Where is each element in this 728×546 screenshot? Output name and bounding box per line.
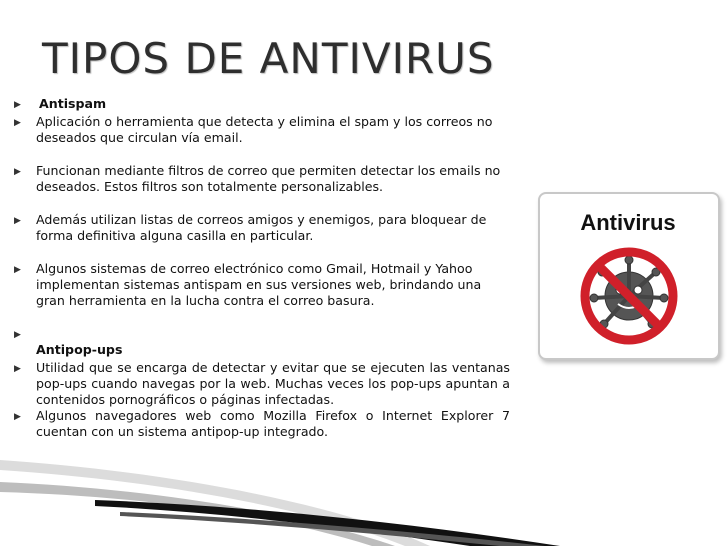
bullet-arrow-icon: ▶ bbox=[14, 412, 21, 422]
bullet-item bbox=[14, 408, 510, 440]
bullet-item bbox=[14, 212, 510, 244]
bullet-text: Antispam bbox=[39, 96, 107, 111]
bullet-item bbox=[14, 342, 510, 358]
antivirus-image bbox=[538, 192, 720, 360]
bullet-item bbox=[14, 163, 510, 195]
bullet-text: Además utilizan listas de correos amigos y enemigos, para bloquear de forma definitiva alguna casilla en particular. bbox=[36, 212, 487, 243]
slide-title: TIPOS DE ANTIVIRUS bbox=[42, 34, 495, 83]
no-virus-icon bbox=[540, 194, 718, 358]
bullet-item bbox=[14, 360, 510, 408]
bullet-text: Algunos navegadores web como Mozilla Firefox o Internet Explorer 7 cuentan con un sistema antipop-up integrado. bbox=[36, 408, 510, 439]
bullet-text: Antipop-ups bbox=[36, 342, 123, 357]
bullet-text: Algunos sistemas de correo electrónico como Gmail, Hotmail y Yahoo implementan sistemas antispam en sus versiones web, brindando una gran herramienta en la lucha contra el correo basura. bbox=[36, 261, 482, 308]
bullet-text: Aplicación o herramienta que detecta y elimina el spam y los correos no deseados que circulan vía email. bbox=[36, 114, 493, 145]
image-caption: Antivirus bbox=[580, 210, 676, 235]
bullet-item bbox=[14, 114, 510, 146]
bullet-item bbox=[14, 261, 510, 309]
bullet-arrow-icon: ▶ bbox=[14, 265, 21, 275]
bullet-arrow-icon: ▶ bbox=[14, 167, 21, 177]
bullet-item bbox=[14, 96, 510, 112]
bullet-text: Funcionan mediante filtros de correo que permiten detectar los emails no deseados. Estos filtros son totalmente personalizables. bbox=[36, 163, 501, 194]
bullet-arrow-icon: ▶ bbox=[14, 216, 21, 226]
bullet-list bbox=[14, 96, 510, 440]
bullet-arrow-icon: ▶ bbox=[14, 118, 21, 128]
bullet-arrow-icon: ▶ bbox=[14, 100, 21, 110]
bullet-item-empty bbox=[14, 326, 510, 342]
bullet-arrow-icon: ▶ bbox=[14, 364, 21, 374]
bullet-text: Utilidad que se encarga de detectar y evitar que se ejecuten las ventanas pop-ups cuando navegas por la web. Muchas veces los pop-ups apuntan a contenidos pornográficos o páginas infectadas. bbox=[36, 360, 510, 407]
bullet-text bbox=[36, 326, 510, 342]
bullet-arrow-icon: ▶ bbox=[14, 330, 21, 340]
